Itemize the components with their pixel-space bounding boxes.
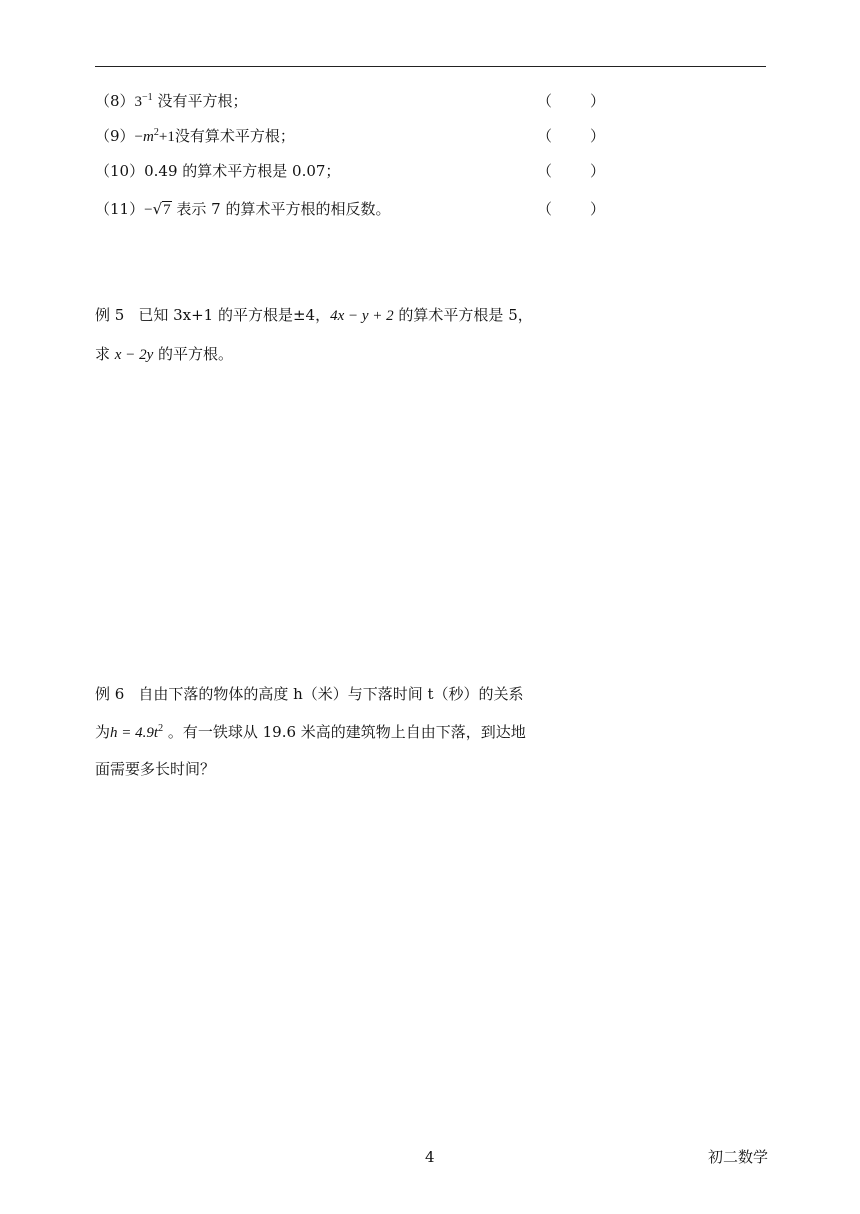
math-exponent: 2	[158, 723, 164, 734]
math-base: 3	[134, 94, 143, 110]
radicand: 7	[163, 202, 171, 218]
page-number: 4	[425, 1148, 435, 1166]
paren-close: ）	[590, 200, 606, 218]
paren-open: （	[537, 162, 553, 180]
example-6-line-2	[95, 722, 526, 743]
math-expression: 4x − y + 2	[330, 308, 394, 324]
example-5-line-2	[95, 344, 233, 365]
math-minus: −	[134, 129, 144, 145]
math-plus-one: +1	[158, 129, 175, 145]
example-text: 已知 3x+1 的平方根是±4，	[138, 306, 331, 324]
example-text: 面需要多长时间？	[95, 760, 216, 778]
example-text: 为	[95, 723, 111, 741]
example-text: 的算术平方根是 5，	[398, 306, 533, 324]
example-text: 求	[95, 345, 111, 363]
paren-close: ）	[590, 127, 606, 145]
math-formula: h = 4.9t	[110, 725, 159, 741]
footer-subject: 初二数学	[708, 1148, 769, 1166]
paren-close: ）	[590, 162, 606, 180]
item-number: （11）	[95, 200, 145, 218]
paren-open: （	[537, 127, 553, 145]
example-text: 自由下落的物体的高度 h（米）与下落时间 t（秒）的关系	[138, 685, 524, 703]
question-item-11	[95, 199, 391, 220]
item-text: 0.49 的算术平方根是 0.07；	[144, 162, 341, 180]
answer-blank-10[interactable]	[537, 161, 605, 181]
answer-blank-8[interactable]	[537, 91, 605, 111]
item-text: 表示 7 的算术平方根的相反数。	[176, 200, 391, 218]
answer-blank-11[interactable]	[537, 199, 605, 219]
answer-blank-9[interactable]	[537, 126, 605, 146]
example-text: 。有一铁球从 19.6 米高的建筑物上自由下落，到达地	[167, 723, 526, 741]
example-label: 例 5	[95, 306, 125, 324]
math-minus: −	[144, 202, 153, 218]
header-rule	[95, 66, 766, 67]
math-exponent: 2	[153, 127, 159, 138]
item-text: 没有平方根；	[157, 92, 248, 110]
math-variable: m	[143, 129, 154, 145]
example-text: 的平方根。	[158, 345, 234, 363]
question-item-10	[95, 161, 340, 181]
math-expression: x − 2y	[114, 347, 154, 363]
item-number: （10）	[95, 162, 145, 180]
example-6-line-1	[95, 684, 524, 704]
radical-sign: √	[152, 200, 163, 218]
item-number: （8）	[95, 92, 135, 110]
item-number: （9）	[95, 127, 135, 145]
math-exponent: −1	[142, 92, 153, 103]
example-6-line-3	[95, 759, 215, 779]
paren-open: （	[537, 200, 553, 218]
item-text: 没有算术平方根；	[174, 127, 295, 145]
question-item-9	[95, 126, 295, 147]
example-label: 例 6	[95, 685, 125, 703]
paren-open: （	[537, 92, 553, 110]
example-5-line-1	[95, 305, 533, 326]
paren-close: ）	[590, 92, 606, 110]
question-item-8	[95, 91, 247, 112]
square-root	[153, 199, 172, 220]
